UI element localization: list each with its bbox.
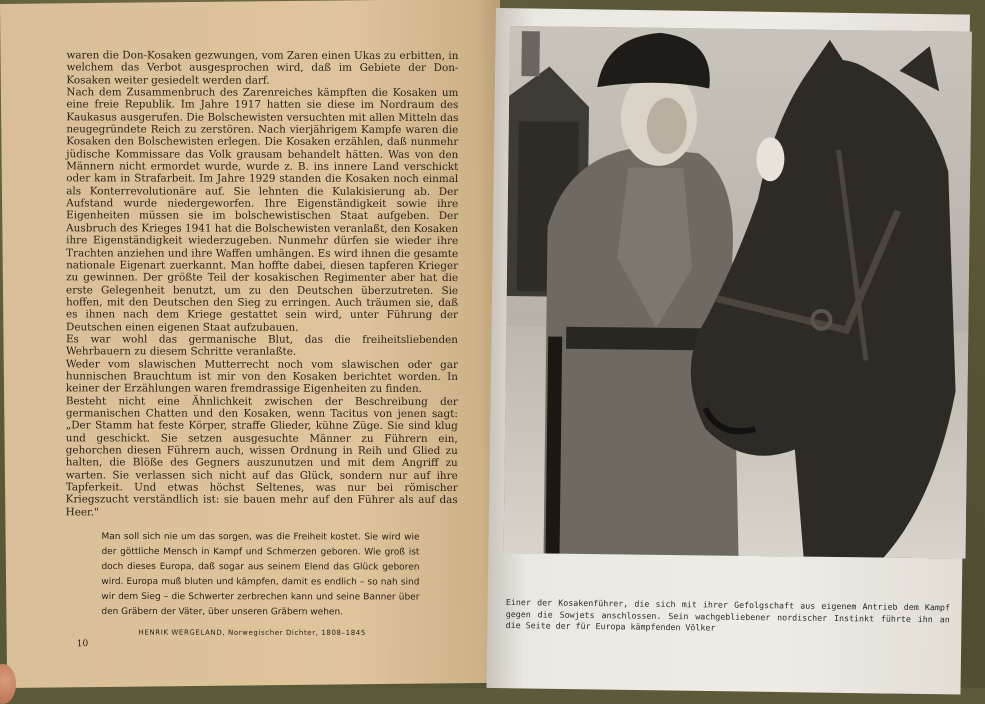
quote: Man soll sich nie um das sorgen, was die Freiheit kostet. Sie wird wie der göttliche Mensch in Kampf und Schmerzen geboren. Wie groß ist doch dieses Europa, daß sogar aus seinem Elend das Glück geboren wird. Europa muß bluten und kämpfen, damit es endlich – so nah sind wir dem Sieg – die Schwerter zerbrechen kann und seine Banner über den Gräbern der Väter, über unseren Gräbern wehen. <box>101 531 420 618</box>
body-paragraph: Besteht nicht eine Ähnlichkeit zwischen der Beschreibung der germanischen Chatten und den Kosaken, wenn Tacitus von jenen sagt: „Der Stamm hat feste Körper, straffe Glieder, kühne Züge. Sie sind klug und geschickt. Sie setzen ausgesuchte Männer zu Führern ein, gehorchen diesen Führern auch, wissen Ordnung in Reih und Glied zu halten, die Blöße des Gegners auszunutzen und mit dem Angriff zu warten. Sie verlassen sich nicht auf das Glück, sondern nur auf ihre Tapferkeit. Und etwas höchst Seltenes, was nur bei römischer Kriegszucht verständlich ist: sie bauen mehr auf den Führer als auf das Heer." <box>65 394 458 519</box>
body-paragraph: Es war wohl das germanische Blut, das die freiheitsliebenden Wehrbauern zu diesem Schritte veranlaßte. <box>65 333 458 358</box>
cossack-horse-photo <box>504 26 972 559</box>
body-paragraph: Nach dem Zusammenbruch des Zarenreiches kämpften die Kosaken um eine freie Republik. Im Jahre 1917 hatten sie diese im Nordraum des Kaukasus ausgerufen. Die Bolschewisten versuchten mit allen Mitteln das neugegründete Reich zu zerstören. Nach vierjährigem Kampfe waren die Kosaken den Bolschewisten erlegen. Die Kosaken erzählen, daß nunmehr jüdische Kommissare das Volk grausam behandelt hätten. Was von den Männern nicht ermordet wurde, wurde z. B. ins innere Land verschickt oder kam in Strafarbeit. Im Jahre 1929 standen die Kosaken noch einmal als Konterrevolutionäre auf. Sie lehnten die Kulakisierung ab. Der Aufstand wurde niedergeworfen. Ihre Eigenständigkeit sowie ihre Eigenheiten müssen sie im bolschewistischen Staat aufgeben. Der Ausbruch des Krieges 1941 hat die Bolschewisten veranlaßt, den Kosaken ihre Eigenständigkeit wiederzugeben. Nunmehr dürfen sie wieder ihre Trachten anziehen und ihre Waffen umhängen. Es wird ihnen die gesamte nationale Eigenart zuerkannt. Man hoffte dabei, diesen tapferen Krieger zu gewinnen. Der größte Teil der kosakischen Regimenter aber hat die erste Gelegenheit benutzt, um zu den Deutschen überzutreten. Sie hoffen, mit den Deutschen den Sieg zu erringen. Auch träumen sie, daß es ihnen nach dem Kriege gestattet sein wird, unter Führung der Deutschen einen eigenen Staat aufzubauen. <box>65 86 459 334</box>
quote-attribution: HENRIK WERGELAND, Norwegischer Dichter, 1808–1845 <box>138 628 366 637</box>
photo-illustration <box>504 26 972 559</box>
body-text <box>66 49 459 519</box>
body-paragraph: Weder vom slawischen Mutterrecht noch vom slawischen oder gar hunnischen Brauchtum ist mir von den Kosaken berichtet worden. In keiner der Erzählungen waren fremdrassige Eigenheiten zu finden. <box>65 357 458 396</box>
photo-caption: Einer der Kosakenführer, die sich mit ihrer Gefolgschaft aus eigenem Antrieb dem Kampf gegen die Sowjets anschlossen. Sein wachgebliebener nordischer Instinkt führte ihn an die Seite der für Europa kämpfenden Völker <box>505 597 950 633</box>
body-paragraph: waren die Don-Kosaken gezwungen, vom Zaren einen Ukas zu erbitten, in welchem das Verbot ausgesprochen wird, daß im Gebiete der Don-Kosaken weiter gesiedelt werden darf. <box>66 49 459 87</box>
page-number: 10 <box>76 639 89 650</box>
